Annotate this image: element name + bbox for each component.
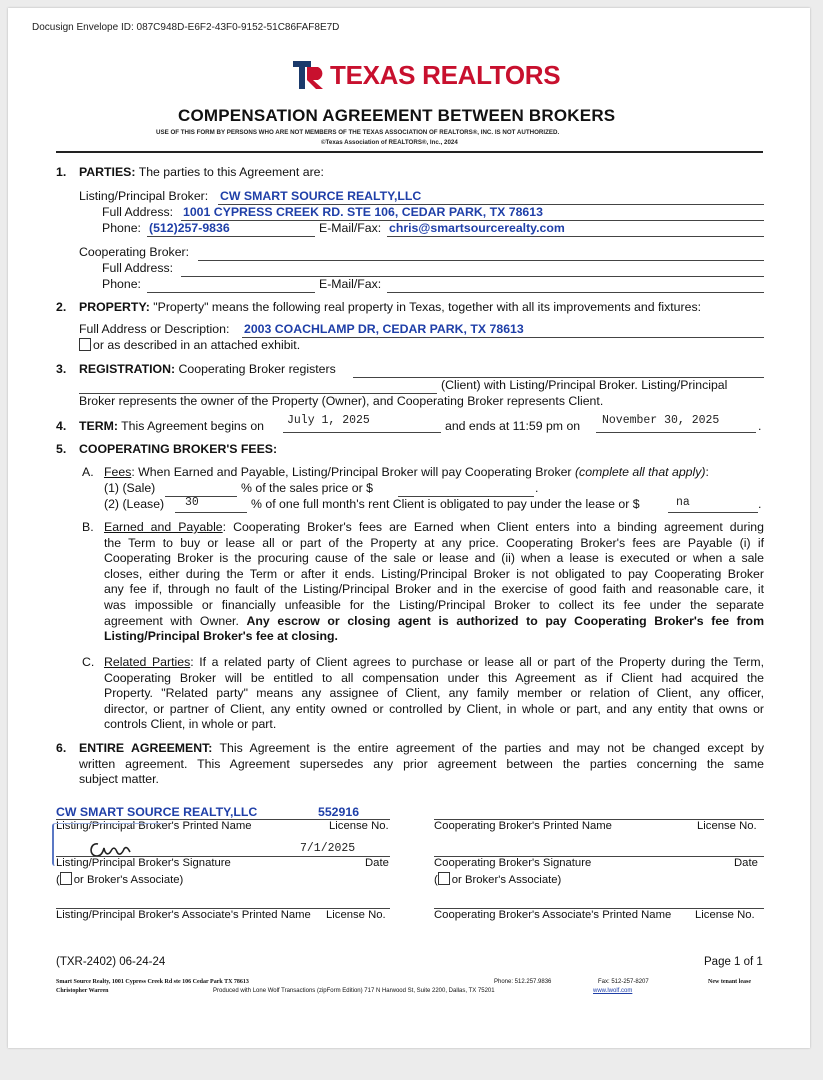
cb-sig-caption: Cooperating Broker's Signature [434,857,592,869]
s2-address-label: Full Address or Description: [79,322,230,336]
s5b-paragraph: Earned and Payable: Cooperating Broker's fees are Earned when Client enters into a binding agreement during the Term to buy or lease all or part of the Property at any price. Cooperating Broker's fees are Payable (i) if Cooperating Broker is the procuring cause of the sale or lease and (ii) when a lease is executed or when a sale closes, either during the Term or after it ends. Listing/Principal Broker is not obligated to pay Cooperating Broker any fee if, through no fault of the Listing/Principal Broker and in the exercise of good faith and reasonable care, it was impossible or financially unfeasible for the Listing/Principal Broker to collect its fee under the separate agreement with Owner. Any escrow or closing agent is authorized to pay Cooperating Broker's fee from Listing/Principal Broker's fee at closing. [104,520,764,644]
lpb-address-label: Full Address: [102,205,174,219]
cb-license-caption: License No. [697,820,757,832]
s6-number: 6. [56,741,67,755]
lease-label: (2) (Lease) [104,497,165,511]
s2-number: 2. [56,300,67,314]
lease-percent-line [175,512,247,513]
s2-address-line [242,337,764,338]
s3-line1: REGISTRATION: Cooperating Broker registers [79,362,336,376]
title-rule [56,151,763,153]
tr-logo-icon [292,58,326,92]
lpb-name-field[interactable]: CW SMART SOURCE REALTY,LLC [220,189,422,203]
sign-date-field[interactable]: 7/1/2025 [300,842,356,855]
lpb-assoc-license-caption: License No. [326,909,386,921]
lpb-printed-name-field[interactable]: CW SMART SOURCE REALTY,LLC [56,805,258,819]
lpb-assoc-caption: Listing/Principal Broker's Associate's Printed Name [56,909,311,921]
sale-text: % of the sales price or $ [241,481,373,495]
term-ends-label: and ends at 11:59 pm on [445,419,581,433]
footer-broker-address: Smart Source Realty, 1001 Cypress Creek Rd ste 106 Cedar Park TX 78613 [56,979,249,985]
s1-heading-row: PARTIES: The parties to this Agreement are: [79,165,324,179]
term-end-field[interactable]: November 30, 2025 [602,414,720,427]
s3-line2: (Client) with Listing/Principal Broker. Listing/Principal [441,378,728,392]
cb-label: Cooperating Broker: [79,245,190,259]
cb-date-caption: Date [734,857,758,869]
term-end-line [596,432,756,433]
s5-heading: COOPERATING BROKER'S FEES: [79,442,278,456]
s5c-letter: C. [82,655,95,669]
cb-phone-label: Phone: [102,277,141,291]
cb-printed-caption: Cooperating Broker's Printed Name [434,820,612,832]
s3-line3: Broker represents the owner of the Property (Owner), and Cooperating Broker represents Client. [79,394,604,408]
cb-associate-checkbox[interactable] [438,872,450,885]
footer-agent-name: Christopher Warren [56,988,109,994]
cb-address-label: Full Address: [102,261,174,275]
term-period: . [758,419,762,433]
footer-fax: Fax: 512-257-8207 [598,979,649,985]
term-begin-line [283,432,441,433]
texas-realtors-logo [292,58,561,97]
sale-percent-field[interactable] [165,496,237,497]
lpb-phone-line [147,236,315,237]
s4-line: TERM: This Agreement begins on [79,419,265,433]
form-id: (TXR-2402) 06-24-24 [56,956,166,968]
s5a-text: Fees: When Earned and Payable, Listing/Principal Broker will pay Cooperating Broker (complete all that apply): [104,465,709,479]
cb-associate-row: ( or Broker's Associate) [434,874,562,886]
exhibit-checkbox[interactable] [79,338,91,351]
page-number: Page 1 of 1 [704,956,763,968]
s5c-paragraph: Related Parties: If a related party of Client agrees to purchase or lease all or part of the Property during the Term, Cooperating Broker will be entitled to all compensation under this Agreement as if Client had acquired the Property. "Related party" means any assignee of Client, any family member or relation of Client, any officer, director, or partner of Client, any entity owned or controlled by Client, in whole or part, and any entity that owns or controls Client, in whole or part. [104,655,764,732]
page-title: COMPENSATION AGREEMENT BETWEEN BROKERS [178,106,616,125]
lpb-label: Listing/Principal Broker: [79,189,209,203]
sale-period: . [535,481,539,495]
footer-produced-with: Produced with Lone Wolf Transactions (zipForm Edition) 717 N Harwood St, Suite 2200, Dallas, TX 75201 [213,988,495,994]
cb-phone-field[interactable] [147,292,315,293]
lpb-phone-label: Phone: [102,221,141,235]
usage-notice: USE OF THIS FORM BY PERSONS WHO ARE NOT MEMBERS OF THE TEXAS ASSOCIATION OF REALTORS®, INC. IS NOT AUTHORIZED. [156,129,560,136]
cb-assoc-license-caption: License No. [695,909,755,921]
footer-phone: Phone: 512.257.9836 [494,979,552,985]
footer-doc-name: New tenant lease [708,979,751,985]
lpb-printed-caption: Listing/Principal Broker's Printed Name [56,820,252,832]
lpb-license-caption: License No. [329,820,389,832]
lease-text: % of one full month's rent Client is obligated to pay under the lease or $ [251,497,640,511]
lpb-date-caption: Date [365,857,389,869]
s3-number: 3. [56,362,67,376]
sale-label: (1) (Sale) [104,481,156,495]
lpb-email-field[interactable]: chris@smartsourcerealty.com [389,221,565,235]
lpb-associate-checkbox[interactable] [60,872,72,885]
document-page [8,8,810,1048]
s1-number: 1. [56,165,67,179]
cb-name-field[interactable] [198,260,764,261]
s2-heading-row: PROPERTY: "Property" means the following real property in Texas, together with all its improvements and fixtures: [79,300,702,314]
term-begin-field[interactable]: July 1, 2025 [287,414,370,427]
logo-text: TEXAS REALTORS [330,60,561,90]
lease-amount-field[interactable]: na [676,496,690,509]
envelope-id: Docusign Envelope ID: 087C948D-E6F2-43F0-9152-51C86FAF8E7D [32,22,340,33]
s5-number: 5. [56,442,67,456]
exhibit-row: or as described in an attached exhibit. [79,338,300,352]
s6-paragraph: ENTIRE AGREEMENT: This Agreement is the entire agreement of the parties and may not be changed except by written agreement. This Agreement supersedes any prior agreement between the parties concerning the same subject matter. [79,741,764,787]
footer-link[interactable]: www.lwolf.com [593,988,633,994]
lpb-email-line [387,236,764,237]
lpb-address-field[interactable]: 1001 CYPRESS CREEK RD. STE 106, CEDAR PARK, TX 78613 [183,205,543,219]
lease-period: . [758,497,762,511]
lpb-license-field[interactable]: 552916 [318,805,360,819]
lpb-email-label: E-Mail/Fax: [319,221,382,235]
lpb-associate-row: ( or Broker's Associate) [56,874,184,886]
s2-address-field[interactable]: 2003 COACHLAMP DR, CEDAR PARK, TX 78613 [244,322,524,336]
cb-email-label: E-Mail/Fax: [319,277,382,291]
lease-amount-line [668,512,758,513]
lease-percent-field[interactable]: 30 [185,496,199,509]
s4-number: 4. [56,419,67,433]
copyright-notice: ©Texas Association of REALTORS®, Inc., 2024 [321,139,458,146]
cb-address-field[interactable] [181,276,764,277]
lpb-sig-caption: Listing/Principal Broker's Signature [56,857,231,869]
cb-assoc-caption: Cooperating Broker's Associate's Printed Name [434,909,672,921]
s5b-letter: B. [82,520,94,534]
s5a-letter: A. [82,465,94,479]
cb-email-field[interactable] [387,292,764,293]
lpb-phone-field[interactable]: (512)257-9836 [149,221,230,235]
